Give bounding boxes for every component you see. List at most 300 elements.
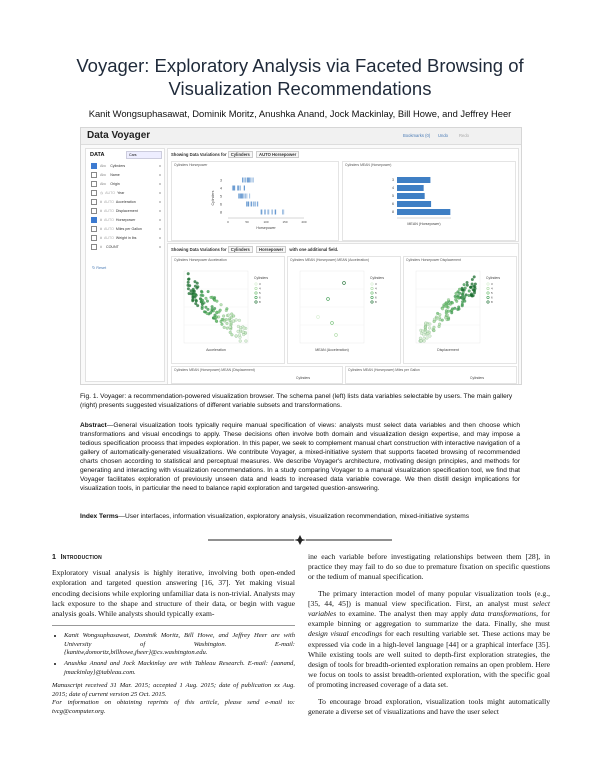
- strip-tick: [246, 194, 247, 199]
- bar-category-label: 4: [392, 186, 394, 190]
- scatter-point: [229, 326, 232, 329]
- scatter-point: [196, 285, 199, 288]
- scatter-point: [206, 312, 209, 315]
- figure-caption: Fig. 1. Voyager: a recommendation-powered visualization browser. The schema panel (left) lists data variables selectable by users. The main gallery (right) presents suggested visualizations of different variable subsets and transformations.: [80, 393, 513, 409]
- bottom-panel-suffix: with one additional field.: [289, 247, 339, 252]
- legend-label: 6: [259, 295, 261, 300]
- legend-swatch: [487, 292, 489, 294]
- strip-tick: [265, 210, 266, 215]
- scatter-point: [205, 306, 208, 309]
- field-menu-icon[interactable]: [159, 165, 161, 167]
- scatter-point: [192, 288, 195, 291]
- schema-field-origin[interactable]: [91, 181, 161, 187]
- field-name: Year: [117, 191, 125, 195]
- field-function-tag: AUTO: [104, 200, 114, 204]
- section-divider: [80, 535, 520, 545]
- field-type-icon: Abc: [100, 173, 107, 177]
- field-name: Displacement: [115, 209, 138, 213]
- scatter1-head: Cylinders Horsepower Acceleration: [174, 258, 227, 262]
- scatter-point: [426, 332, 429, 335]
- undo-button[interactable]: Undo: [438, 133, 449, 138]
- legend-label: 8: [491, 300, 493, 305]
- p2-part-c: , for example binning or aggregation to summarize the data. Finally, she must: [308, 609, 550, 629]
- scatter-point: [428, 327, 431, 330]
- index-terms-label: Index Terms: [80, 513, 119, 520]
- scatter-point: [423, 337, 426, 340]
- field-type-icon: #: [100, 236, 102, 240]
- strip-tick-label: 150: [282, 220, 288, 224]
- scatter-point: [238, 334, 241, 337]
- schema-heading: DATA: [90, 152, 105, 158]
- field-checkbox[interactable]: [91, 190, 97, 196]
- schema-field-name[interactable]: [91, 172, 161, 178]
- bar-category-label: 5: [392, 194, 394, 198]
- scatter-point: [188, 278, 191, 281]
- legend-swatch: [487, 296, 489, 298]
- scatter-point: [462, 291, 465, 294]
- strip-tick: [248, 178, 249, 183]
- app-toolbar: [81, 128, 521, 145]
- field-name: Cylinders: [110, 164, 126, 168]
- strip-tick: [267, 210, 268, 215]
- field-function-tag: AUTO: [104, 209, 114, 213]
- row2-head-2: Cylinders MEAN (Horsepower) Miles per Gallon: [348, 368, 420, 372]
- top-panel-title: [171, 151, 301, 158]
- scatter-point: [194, 302, 197, 305]
- scatter-point: [449, 303, 452, 306]
- scatter-point: [194, 285, 197, 288]
- scatter-point: [230, 316, 233, 319]
- scatter-point: [447, 318, 450, 321]
- scatter-point: [235, 334, 238, 337]
- field-menu-icon[interactable]: [159, 246, 161, 248]
- scatter-point: [242, 331, 245, 334]
- legend-label: 8: [259, 300, 261, 305]
- title-line-1: Voyager: Exploratory Analysis via Faceted Browsing of: [76, 55, 524, 76]
- bookmarks-button[interactable]: Bookmarks (0): [403, 133, 431, 138]
- scatter-plot-mean-acceleration: [288, 265, 400, 363]
- p2-part-b: to examine. The analyst then may apply: [336, 609, 471, 619]
- legend-swatch: [371, 292, 373, 294]
- bar-chart: [343, 170, 515, 240]
- field-menu-icon[interactable]: [159, 228, 161, 230]
- strip-tick: [275, 210, 276, 215]
- strip-card-head: Cylinders Horsepower: [174, 163, 208, 167]
- schema-panel: [85, 148, 165, 382]
- scatter-point: [443, 303, 446, 306]
- scatter-point: [196, 282, 199, 285]
- scatter-x-label: MEAN (Acceleration): [315, 348, 349, 352]
- scatter-point: [211, 308, 214, 311]
- p2-part-a: The primary interaction model of many popular visualization tools (e.g., [35, 44, 45]) is manual view specification. First, an analyst must: [308, 588, 550, 608]
- strip-tick: [239, 186, 240, 191]
- scatter-point: [200, 300, 203, 303]
- strip-tick: [234, 186, 235, 191]
- field-type-icon: #: [100, 200, 102, 204]
- legend-label: 4: [491, 286, 493, 291]
- strip-tick: [238, 194, 239, 199]
- strip-tick-label: 200: [301, 220, 307, 224]
- scatter-point: [470, 294, 473, 297]
- scatter-point: [194, 296, 197, 299]
- scatter-point: [243, 327, 246, 330]
- p2-em-select-variables: select variables: [308, 598, 550, 619]
- abstract-text: —General visualization tools typically require manual specification of views: analysts must select data variables and then choose which transformations and visual encodings to apply. These decisions often involve both domain and visualization design expertise, and may impose a tedious specification process that impedes exploration. In this paper, we seek to complement manual chart construction with interactive navigation of a gallery of automatically-generated visualizations. We contribute Voyager, a mixed-initiative system that supports faceted browsing of recommended charts chosen according to statistical and perceptual measures. We describe Voyager's architecture, motivating design principles, and methods for generating and interacting with visualization recommendations. In a study comparing Voyager to a manual visualization specification tool, we find that Voyager facilitates exploration of previously unseen data and leads to increased data variable coverage. We then distill design implications for visualization tools, in particular the need to balance rapid exploration and targeted question-answering.: [80, 422, 520, 492]
- scatter-point: [201, 291, 204, 294]
- schema-field-acceleration[interactable]: [91, 199, 161, 205]
- scatter-point: [221, 318, 224, 321]
- field-menu-icon[interactable]: [159, 183, 161, 185]
- aggregate-point: [317, 316, 320, 319]
- row2-card-2[interactable]: [345, 366, 517, 384]
- legend-swatch: [255, 292, 257, 294]
- scatter-point: [221, 323, 224, 326]
- index-terms: [80, 512, 520, 521]
- bar-mark: [397, 177, 430, 183]
- strip-tick: [237, 186, 238, 191]
- scatter-card-acceleration[interactable]: [171, 256, 285, 364]
- strip-tick: [239, 194, 240, 199]
- scatter-point: [429, 335, 432, 338]
- strip-tick: [264, 210, 265, 215]
- field-menu-icon[interactable]: [159, 219, 161, 221]
- strip-tick-label: 100: [263, 220, 269, 224]
- scatter-point: [450, 311, 453, 314]
- paper-title: [40, 54, 560, 100]
- strip-tick: [251, 202, 252, 207]
- strip-tick: [253, 178, 254, 183]
- field-checkbox[interactable]: [91, 217, 97, 223]
- abstract: [80, 421, 520, 493]
- legend-label: 4: [259, 286, 261, 291]
- strip-tick: [250, 178, 251, 183]
- scatter-x-label: Displacement: [437, 348, 459, 352]
- scatter-point: [433, 320, 436, 323]
- scatter-point: [465, 293, 468, 296]
- author-list: Kanit Wongsuphasawat, Dominik Moritz, Anushka Anand, Jock Mackinlay, Bill Howe, and Jeffrey Heer: [88, 108, 512, 119]
- scatter-point: [214, 314, 217, 317]
- strip-tick: [249, 194, 250, 199]
- strip-plot: [172, 170, 338, 240]
- dataset-select[interactable]: Cars: [126, 151, 162, 159]
- bar-category-label: 8: [392, 210, 394, 214]
- strip-tick: [241, 194, 242, 199]
- field-type-icon: Abc: [100, 164, 107, 168]
- scatter-point: [207, 308, 210, 311]
- scatter-point: [223, 326, 226, 329]
- schema-field-cylinders[interactable]: [91, 163, 161, 169]
- bar-category-label: 6: [392, 202, 394, 206]
- scatter-point: [426, 323, 429, 326]
- scatter-point: [203, 310, 206, 313]
- field-name: COUNT: [106, 245, 119, 249]
- field-checkbox[interactable]: [91, 226, 97, 232]
- field-type-icon: ◷: [100, 191, 104, 195]
- app-title: Data Voyager: [87, 130, 151, 141]
- scatter-point: [226, 327, 229, 330]
- scatter-point: [458, 308, 461, 311]
- row2-legend-2: Cylinders: [470, 376, 485, 380]
- strip-tick: [249, 178, 250, 183]
- field-type-icon: #: [100, 218, 102, 222]
- strip-tick: [242, 194, 243, 199]
- scatter-point: [213, 307, 216, 310]
- legend-swatch: [255, 287, 257, 289]
- strip-category-label: 4: [220, 186, 222, 191]
- bar-mark: [397, 201, 431, 207]
- scatter-point: [225, 307, 228, 310]
- scatter-point: [188, 292, 191, 295]
- scatter-point: [232, 320, 235, 323]
- strip-tick: [255, 202, 256, 207]
- field-checkbox[interactable]: [91, 172, 97, 178]
- field-checkbox[interactable]: [91, 199, 97, 205]
- aggregate-point: [335, 334, 338, 337]
- bar-mark: [397, 209, 450, 215]
- scatter-point: [215, 311, 218, 314]
- scatter-point: [187, 281, 190, 284]
- row2-head-1: Cylinders MEAN (Horsepower) MEAN (Displacement): [174, 368, 255, 372]
- scatter-point: [213, 299, 216, 302]
- scatter-point: [471, 278, 474, 281]
- row2-card-1[interactable]: [171, 366, 343, 384]
- scatter-point: [201, 303, 204, 306]
- footnote-reprints: For information on obtaining reprints of this article, please send e-mail to: tvcg@computer.org.: [52, 699, 295, 715]
- field-name: Name: [110, 173, 120, 177]
- p2-em-data-transformations: data transformations: [470, 609, 537, 619]
- strip-tick: [240, 186, 241, 191]
- field-checkbox[interactable]: [91, 244, 97, 250]
- scatter-point: [205, 297, 208, 300]
- scatter-point: [201, 305, 204, 308]
- scatter-point: [187, 284, 190, 287]
- right-paragraph-2: [308, 589, 550, 691]
- bottom-pill-1: Cylinders: [228, 246, 253, 253]
- right-paragraph-1: ine each variable before investigating relationships between them [28], in practice they may fail to do so due to premature fixation on specific questions or the tedium of manual specification.: [308, 552, 550, 582]
- field-function-tag: AUTO: [105, 191, 116, 195]
- strip-tick: [261, 210, 262, 215]
- scatter-point: [200, 294, 203, 297]
- strip-tick: [232, 186, 233, 191]
- legend-title: Cylinders: [254, 276, 269, 280]
- scatter-point: [230, 322, 233, 325]
- legend-swatch: [371, 301, 373, 303]
- scatter-point: [237, 325, 240, 328]
- field-menu-icon[interactable]: [159, 201, 161, 203]
- legend-label: 5: [375, 291, 377, 296]
- scatter-point: [231, 333, 234, 336]
- scatter-point: [463, 300, 466, 303]
- strip-plot-card[interactable]: [171, 161, 339, 241]
- strip-tick: [252, 178, 253, 183]
- strip-tick: [283, 210, 284, 215]
- strip-tick: [246, 202, 247, 207]
- strip-tick-label: 50: [245, 220, 249, 224]
- bottom-gallery-panel: [167, 243, 519, 385]
- footnotes: [52, 625, 295, 716]
- field-type-icon: #: [100, 209, 102, 213]
- legend-title: Cylinders: [370, 276, 385, 280]
- body-left-column: [52, 552, 295, 717]
- footnote-affiliation-uw: • Kanit Wongsuphasawat, Dominik Moritz, Bill Howe, and Jeffrey Heer are with University of Washington. E-mail: {kanitw,domoritz,billhowe,jheer}@cs.washington.edu.: [64, 632, 295, 658]
- scatter-point: [229, 331, 232, 334]
- scatter-point: [461, 288, 464, 291]
- field-menu-icon[interactable]: [159, 237, 161, 239]
- strip-tick: [257, 202, 258, 207]
- legend-swatch: [487, 287, 489, 289]
- legend-label: 4: [375, 286, 377, 291]
- strip-tick: [268, 210, 269, 215]
- scatter-point: [230, 313, 233, 316]
- scatter-point: [433, 329, 436, 332]
- scatter-card-displacement[interactable]: [403, 256, 517, 364]
- legend-label: 6: [491, 295, 493, 300]
- section-title: Introduction: [60, 552, 102, 561]
- strip-category-label: 3: [220, 178, 222, 183]
- field-function-tag: AUTO: [104, 236, 114, 240]
- scatter-point: [460, 296, 463, 299]
- field-name: Acceleration: [115, 200, 136, 204]
- scatter-point: [447, 310, 450, 313]
- footnote-rule: [52, 625, 295, 626]
- row2-legend-1: Cylinders: [296, 376, 311, 380]
- right-paragraph-3: To encourage broad exploration, visualization tools might automatically generate a diverse set of visualizations and have the user select: [308, 696, 550, 716]
- strip-tick: [233, 186, 234, 191]
- legend-label: 5: [491, 291, 493, 296]
- p2-em-visual-encodings: design visual encodings: [308, 629, 383, 639]
- scatter-point: [458, 288, 461, 291]
- aggregate-point: [331, 322, 334, 325]
- field-menu-icon[interactable]: [159, 192, 161, 194]
- scatter-point: [468, 290, 471, 293]
- footnote-affiliation-tableau: • Anushka Anand and Jock Mackinlay are with Tableau Research. E-mail: {aanand, jmackinlay}@tableau.com.: [64, 660, 295, 677]
- strip-tick: [242, 178, 243, 183]
- strip-category-label: 8: [220, 210, 222, 215]
- scatter-point: [455, 300, 458, 303]
- scatter-point: [453, 307, 456, 310]
- legend-swatch: [371, 287, 373, 289]
- scatter-point: [463, 283, 466, 286]
- scatter-point: [206, 300, 209, 303]
- bar-card-head: Cylinders MEAN (Horsepower): [345, 163, 392, 167]
- scatter-point: [461, 303, 464, 306]
- schema-field-weight-in-lbs[interactable]: [91, 235, 161, 241]
- scatter-point: [229, 319, 232, 322]
- schema-field-count[interactable]: [91, 244, 161, 250]
- scatter-point: [466, 281, 469, 284]
- scatter-point: [215, 319, 218, 322]
- legend-swatch: [371, 283, 373, 285]
- scatter-point: [447, 298, 450, 301]
- bar-category-label: 3: [392, 178, 394, 182]
- strip-tick: [254, 202, 255, 207]
- abstract-label: Abstract: [80, 422, 107, 429]
- legend-title: Cylinders: [486, 276, 501, 280]
- scatter-point: [444, 316, 447, 319]
- legend-label: 3: [375, 282, 377, 287]
- scatter-point: [227, 314, 230, 317]
- reset-button[interactable]: ↻ Reset: [92, 266, 107, 270]
- footnote-manuscript: Manuscript received 31 Mar. 2015; accepted 1 Aug. 2015; date of publication xx Aug. 2015; date of current version 25 Oct. 2015.: [52, 682, 295, 698]
- section-number: 1: [52, 552, 57, 561]
- schema-field-year[interactable]: [91, 190, 161, 196]
- strip-tick: [245, 194, 246, 199]
- redo-button[interactable]: Redo: [459, 133, 470, 138]
- scatter-point: [474, 283, 477, 286]
- scatter-point: [446, 314, 449, 317]
- bar-x-label: MEAN (Horsepower): [407, 222, 441, 226]
- field-function-tag: AUTO: [104, 218, 114, 222]
- scatter-point: [220, 303, 223, 306]
- scatter-point: [239, 340, 242, 343]
- title-line-2: Visualization Recommendations: [168, 78, 432, 99]
- strip-tick: [243, 194, 244, 199]
- field-function-tag: AUTO: [104, 227, 114, 231]
- legend-label: 8: [375, 300, 377, 305]
- index-terms-text: —User interfaces, information visualization, exploratory analysis, visualization recommendation, mixed-initiative systems: [118, 513, 470, 520]
- scatter-point: [464, 287, 467, 290]
- scatter-point: [438, 313, 441, 316]
- scatter-point: [210, 296, 213, 299]
- field-checkbox[interactable]: [91, 163, 97, 169]
- section-heading: [52, 552, 295, 562]
- top-pill-2: AUTO Horsepower: [256, 151, 299, 158]
- field-name: Weight in lbs: [115, 236, 137, 240]
- top-panel-title-text: Showing Data Variations for: [171, 152, 227, 157]
- legend-label: 5: [259, 291, 261, 296]
- bottom-panel-title: [171, 246, 338, 253]
- scatter-point: [438, 323, 441, 326]
- field-checkbox[interactable]: [91, 235, 97, 241]
- top-pill-1: Cylinders: [228, 151, 253, 158]
- scatter-plot-acceleration: [172, 265, 284, 363]
- strip-tick: [247, 178, 248, 183]
- scatter-point: [419, 337, 422, 340]
- field-menu-icon[interactable]: [159, 210, 161, 212]
- field-menu-icon[interactable]: [159, 174, 161, 176]
- bar-mark: [397, 193, 425, 199]
- scatter-point: [245, 340, 248, 343]
- field-checkbox[interactable]: [91, 181, 97, 187]
- strip-category-label: 5: [220, 194, 222, 199]
- scatter-point: [466, 284, 469, 287]
- schema-field-miles-per-gallon[interactable]: [91, 226, 161, 232]
- scatter-point: [187, 272, 190, 275]
- reset-label: Reset: [96, 266, 107, 270]
- legend-label: 3: [491, 282, 493, 287]
- legend-swatch: [487, 301, 489, 303]
- field-checkbox[interactable]: [91, 208, 97, 214]
- bar-chart-card[interactable]: [342, 161, 516, 241]
- schema-field-displacement[interactable]: [91, 208, 161, 214]
- scatter-point: [207, 290, 210, 293]
- field-name: Origin: [110, 182, 120, 186]
- strip-x-label: Horsepower: [256, 226, 276, 230]
- scatter-point: [455, 292, 458, 295]
- scatter2-head: Cylinders MEAN (Horsepower) MEAN (Acceleration): [290, 258, 369, 262]
- bar-mark: [397, 185, 424, 191]
- aggregate-point: [327, 298, 330, 301]
- scatter3-head: Cylinders Horsepower Displacement: [406, 258, 461, 262]
- scatter-card-mean-acceleration[interactable]: [287, 256, 401, 364]
- top-gallery-panel: [167, 148, 519, 242]
- scatter-point: [426, 337, 429, 340]
- strip-tick: [272, 210, 273, 215]
- schema-field-horsepower[interactable]: [91, 217, 161, 223]
- field-type-icon: Abc: [100, 182, 107, 186]
- strip-tick: [248, 202, 249, 207]
- scatter-point: [195, 300, 198, 303]
